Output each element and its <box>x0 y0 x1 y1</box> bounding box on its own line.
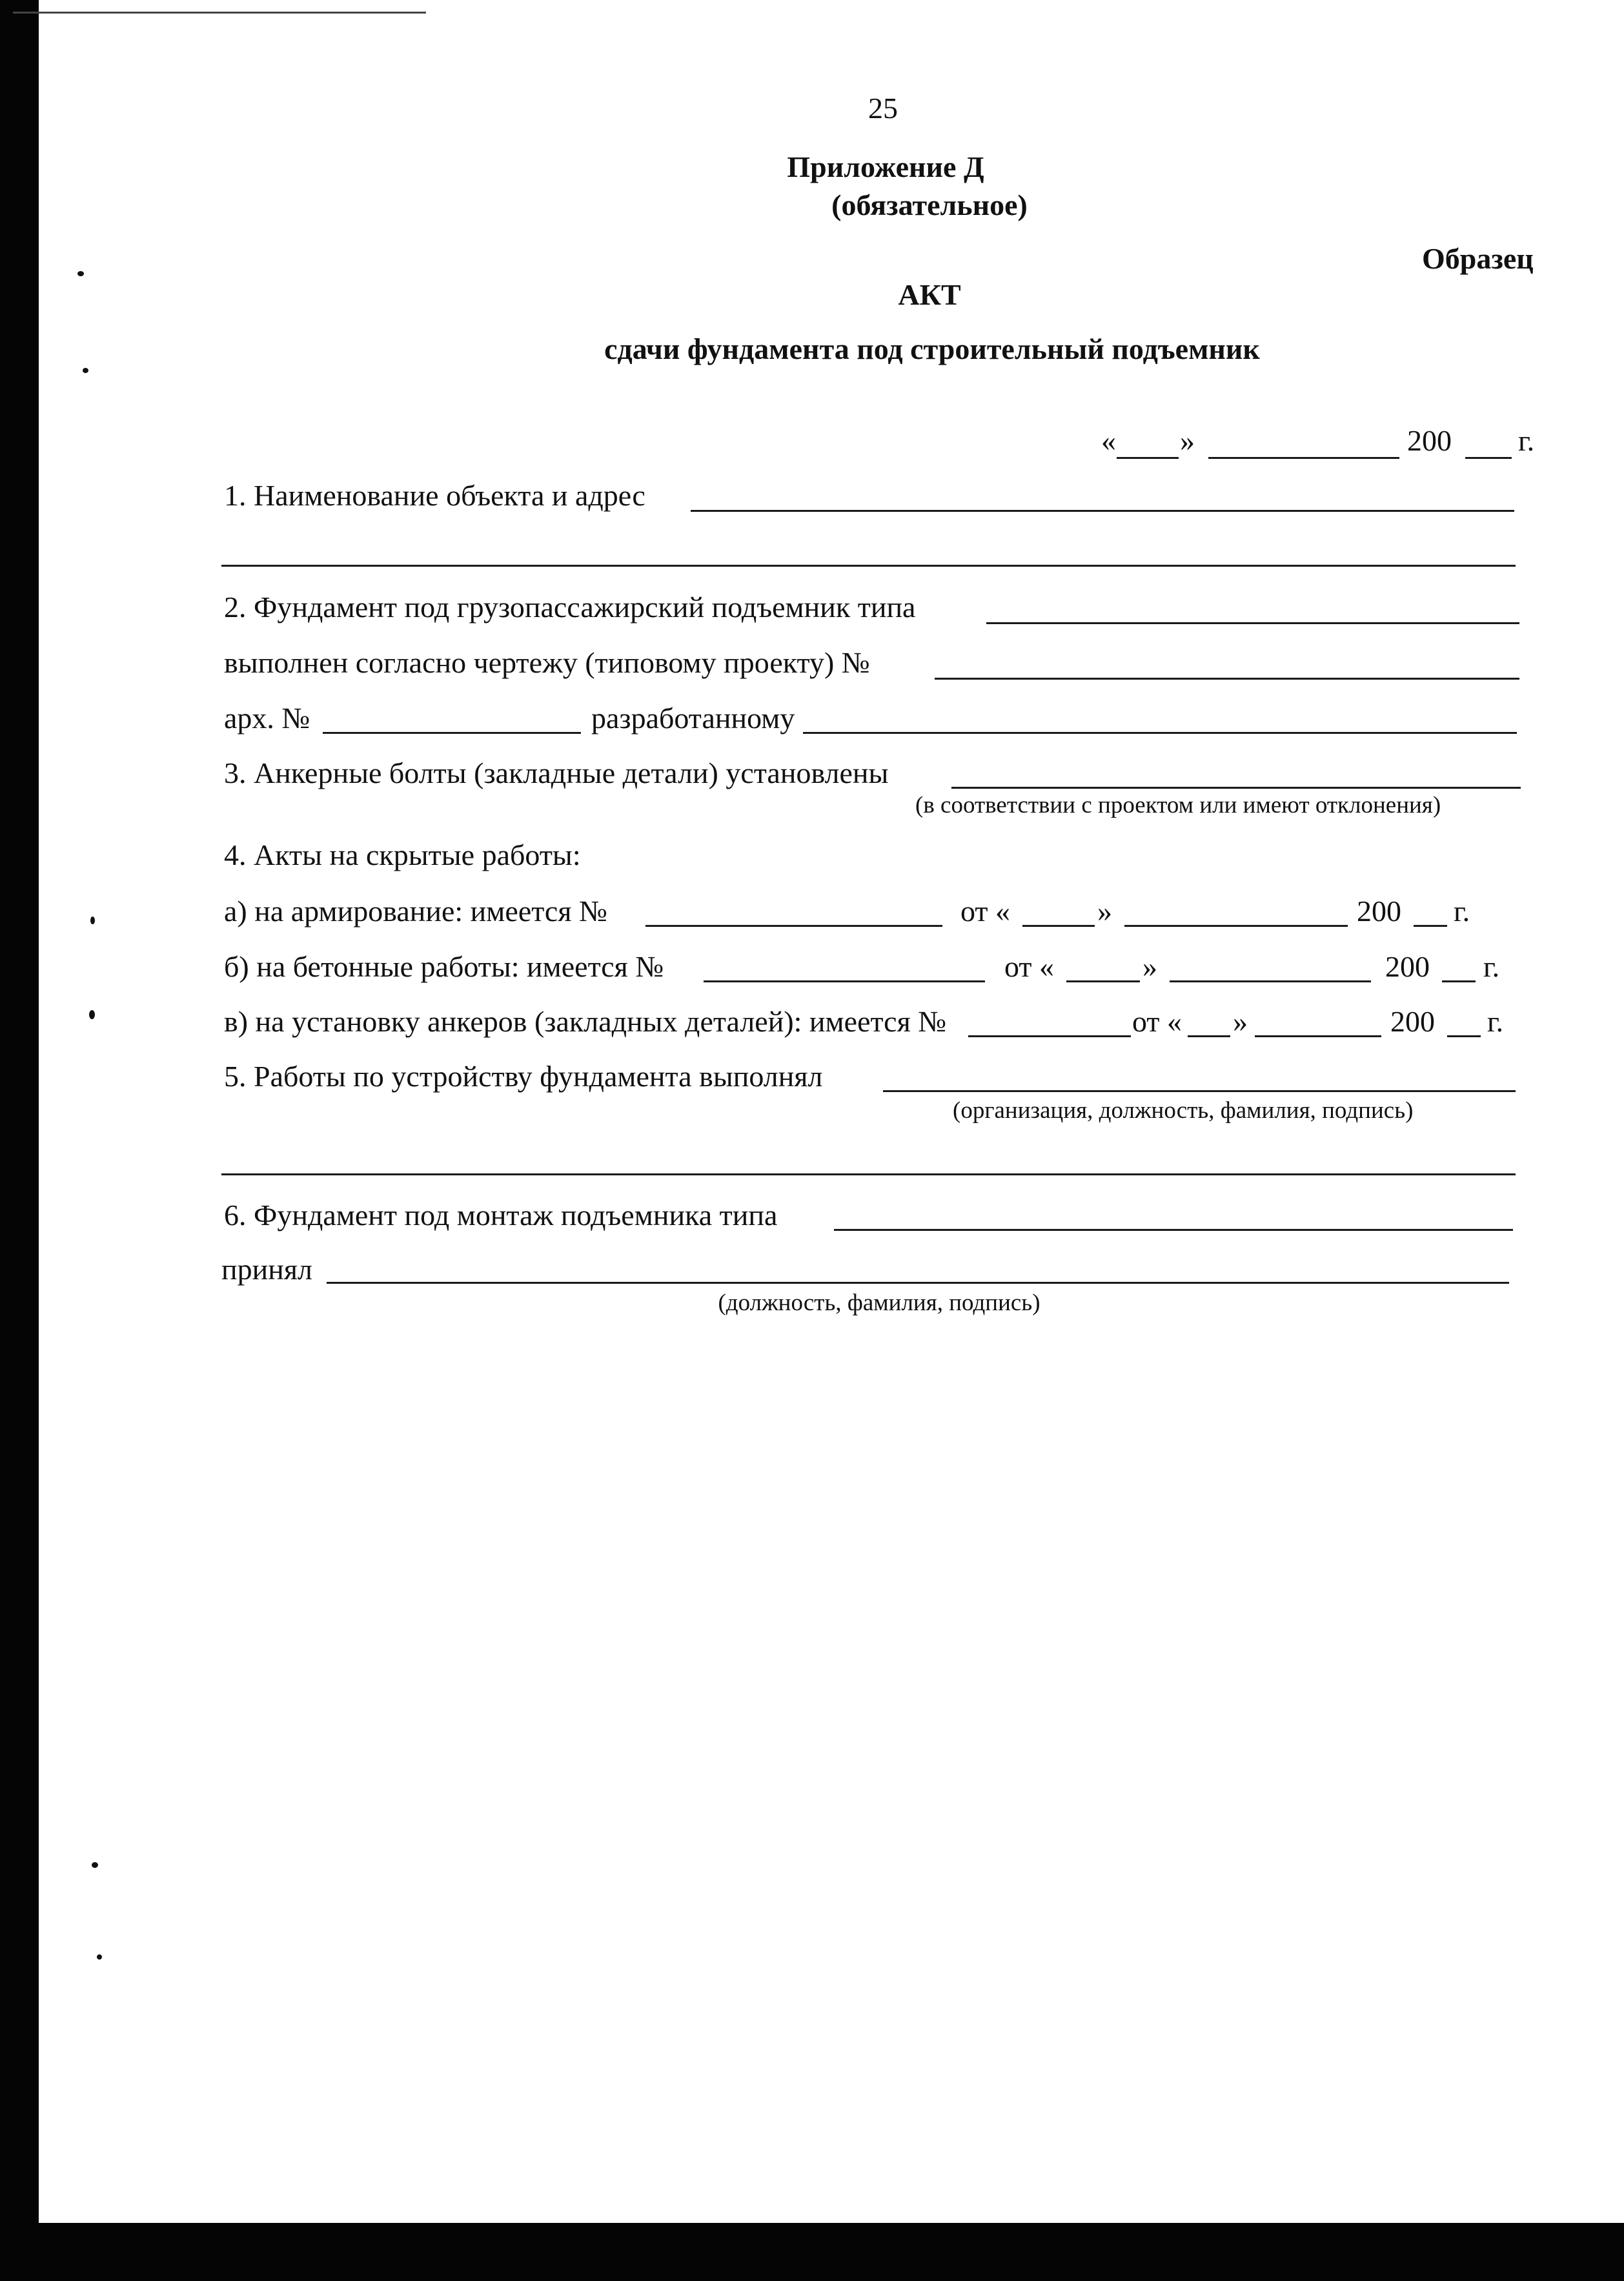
scan-speck <box>83 368 88 373</box>
date-month-blank[interactable] <box>1208 457 1399 459</box>
scan-speck <box>90 917 95 924</box>
scan-speck <box>92 1862 98 1868</box>
date-day-blank[interactable] <box>1117 457 1179 459</box>
appendix-status: (обязательное) <box>831 188 1028 221</box>
scan-border-left <box>0 0 39 2281</box>
item4a-year-suffix: г. <box>1454 895 1470 928</box>
item5-blank[interactable] <box>883 1090 1516 1092</box>
item1-label: 1. Наименование объекта и адрес <box>224 479 645 512</box>
item1-address-blank[interactable] <box>221 565 1516 567</box>
item4b-month-blank[interactable] <box>1170 980 1371 982</box>
item2-drawing-label: выполнен согласно чертежу (типовому проекту) № <box>224 646 870 679</box>
item6-accepted-blank[interactable] <box>327 1282 1509 1284</box>
scan-speck <box>97 1954 102 1960</box>
item4b-from-label: от « <box>1004 950 1054 983</box>
item2-developer-blank[interactable] <box>803 732 1517 734</box>
item4c-year-blank[interactable] <box>1447 1035 1481 1037</box>
item4c-day-blank[interactable] <box>1188 1035 1230 1037</box>
item4c-year-suffix: г. <box>1487 1005 1504 1038</box>
item4c-year-prefix: 200 <box>1390 1005 1435 1038</box>
date-year-prefix: 200 <box>1407 424 1452 457</box>
item4c-number-blank[interactable] <box>968 1035 1131 1037</box>
item4a-close-quote: » <box>1097 895 1112 928</box>
item4b-year-suffix: г. <box>1483 950 1500 983</box>
item2-developed-label: разработанному <box>591 702 795 735</box>
item4c-close-quote: » <box>1233 1005 1248 1038</box>
scan-top-line <box>13 12 426 14</box>
item2-arch-blank[interactable] <box>323 732 581 734</box>
item4c-label: в) на установку анкеров (закладных деталей): имеется № <box>224 1005 947 1038</box>
sample-label: Образец <box>1422 242 1534 275</box>
page-number: 25 <box>868 92 898 125</box>
item4b-day-blank[interactable] <box>1066 980 1140 982</box>
act-subtitle: сдачи фундамента под строительный подъемник <box>604 332 1260 365</box>
date-open-quote: « <box>1101 424 1116 457</box>
item6-accepted-label: принял <box>221 1253 312 1286</box>
act-title: АКТ <box>898 278 961 311</box>
item6-note: (должность, фамилия, подпись) <box>718 1290 1040 1316</box>
item4a-month-blank[interactable] <box>1124 925 1348 927</box>
item2-type-blank[interactable] <box>986 622 1519 624</box>
item6-label: 6. Фундамент под монтаж подъемника типа <box>224 1199 778 1232</box>
item4a-number-blank[interactable] <box>645 925 942 927</box>
item4b-number-blank[interactable] <box>704 980 985 982</box>
item4b-year-blank[interactable] <box>1442 980 1476 982</box>
item1-object-blank[interactable] <box>691 510 1514 512</box>
item6-type-blank[interactable] <box>834 1229 1513 1231</box>
item3-label: 3. Анкерные болты (закладные детали) установлены <box>224 756 889 789</box>
item4a-year-blank[interactable] <box>1414 925 1447 927</box>
item2-label: 2. Фундамент под грузопассажирский подъемник типа <box>224 591 916 623</box>
item5-label: 5. Работы по устройству фундамента выполнял <box>224 1060 823 1093</box>
date-year-suffix: г. <box>1518 424 1535 457</box>
item4c-month-blank[interactable] <box>1255 1035 1381 1037</box>
item4a-from-label: от « <box>960 895 1010 928</box>
scan-border-bottom <box>0 2223 1624 2281</box>
item4b-label: б) на бетонные работы: имеется № <box>224 950 664 983</box>
item2-arch-label: арх. № <box>224 702 310 735</box>
item3-note: (в соответствии с проектом или имеют отклонения) <box>915 792 1441 818</box>
appendix-title: Приложение Д <box>787 150 984 183</box>
scan-speck <box>77 271 84 276</box>
item4b-year-prefix: 200 <box>1385 950 1430 983</box>
item3-blank[interactable] <box>951 787 1521 789</box>
date-close-quote: » <box>1180 424 1195 457</box>
item4a-year-prefix: 200 <box>1357 895 1401 928</box>
item4b-close-quote: » <box>1142 950 1157 983</box>
item4-label: 4. Акты на скрытые работы: <box>224 838 581 871</box>
item2-drawing-blank[interactable] <box>935 678 1519 680</box>
item4c-from-label: от « <box>1132 1005 1182 1038</box>
date-year-blank[interactable] <box>1465 457 1512 459</box>
item4a-day-blank[interactable] <box>1022 925 1095 927</box>
item4a-label: а) на армирование: имеется № <box>224 895 607 928</box>
item5-continuation-blank[interactable] <box>221 1173 1516 1175</box>
item5-note: (организация, должность, фамилия, подпись) <box>953 1097 1414 1124</box>
scan-speck <box>89 1010 95 1019</box>
